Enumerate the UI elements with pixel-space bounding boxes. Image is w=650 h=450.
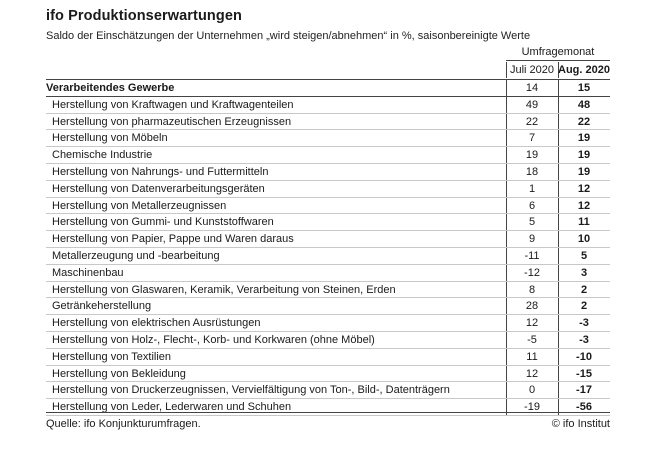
value-august: 3	[580, 266, 588, 279]
value-july: 7	[528, 132, 536, 145]
row-divider	[46, 415, 610, 416]
value-july: 19	[525, 149, 539, 162]
table-row	[46, 147, 610, 164]
value-august: 2	[580, 283, 588, 296]
table-row	[46, 248, 610, 265]
row-label: Herstellung von Metallerzeugnissen	[52, 199, 227, 212]
value-july: -19	[524, 401, 540, 414]
row-label: Herstellung von Leder, Lederwaren und Schuhen	[52, 401, 292, 414]
table-row	[46, 231, 610, 248]
value-july: -11	[524, 249, 540, 262]
value-august: 19	[577, 132, 591, 145]
value-august: -3	[579, 317, 589, 330]
value-july: 11	[526, 350, 538, 363]
source-note: Quelle: ifo Konjunkturumfragen.	[46, 418, 201, 430]
table-header-columns	[46, 62, 610, 78]
row-label: Metallerzeugung und -bearbeitung	[52, 249, 220, 262]
value-august: 22	[577, 115, 591, 128]
value-july: 18	[525, 165, 539, 178]
value-july: 12	[525, 317, 539, 330]
table-row	[46, 315, 610, 332]
table-row	[46, 198, 610, 215]
row-label: Herstellung von Druckerzeugnissen, Vervielfältigung von Ton-, Bild-, Datenträgern	[52, 384, 450, 397]
page-subtitle: Saldo der Einschätzungen der Unternehmen „wird steigen/abnehmen“ in %, saisonbereinigte Werte	[46, 30, 531, 42]
row-label: Chemische Industrie	[52, 149, 153, 162]
survey-month-header: Umfragemonat	[521, 46, 595, 58]
value-august: 15	[577, 82, 591, 94]
value-august: -3	[579, 333, 589, 346]
value-july: 9	[528, 233, 536, 246]
row-label: Herstellung von Papier, Pappe und Waren daraus	[52, 233, 294, 246]
value-august: 2	[580, 300, 588, 313]
table-row	[46, 214, 610, 231]
row-label: Herstellung von Kraftwagen und Kraftwagenteilen	[52, 98, 294, 111]
row-label: Herstellung von pharmazeutischen Erzeugnissen	[52, 115, 292, 128]
row-label: Herstellung von elektrischen Ausrüstungen	[52, 317, 261, 330]
bottom-rule	[46, 412, 610, 413]
value-july: 5	[528, 216, 536, 229]
row-label: Herstellung von Möbeln	[52, 132, 168, 145]
copyright-note: © ifo Institut	[551, 418, 610, 430]
value-july: 14	[525, 82, 539, 94]
table-row	[46, 114, 610, 131]
value-july: 12	[525, 367, 539, 380]
value-july: 49	[525, 98, 539, 111]
table-row	[46, 282, 610, 299]
value-august: 10	[577, 233, 591, 246]
table-row	[46, 332, 610, 349]
row-label: Verarbeitendes Gewerbe	[46, 82, 175, 94]
table-row	[46, 298, 610, 315]
column-header-august: Aug. 2020	[558, 64, 610, 76]
value-august: 19	[577, 149, 591, 162]
value-july: -5	[527, 333, 537, 346]
table-row	[46, 265, 610, 282]
value-august: -17	[576, 384, 592, 397]
value-july: 6	[528, 199, 536, 212]
value-august: 11	[578, 216, 590, 229]
value-august: -56	[576, 401, 592, 414]
row-label: Herstellung von Textilien	[52, 350, 172, 363]
table-row	[46, 366, 610, 383]
row-label: Herstellung von Holz-, Flecht-, Korb- und Korkwaren (ohne Möbel)	[52, 333, 375, 346]
row-label: Herstellung von Datenverarbeitungsgeräten	[52, 182, 265, 195]
value-august: 12	[577, 199, 591, 212]
value-july: 28	[525, 300, 539, 313]
table-row	[46, 399, 610, 416]
column-header-july: Juli 2020	[509, 64, 555, 76]
value-july: 22	[525, 115, 539, 128]
value-august: 48	[577, 98, 591, 111]
table-row	[46, 130, 610, 147]
table-row	[46, 181, 610, 198]
value-august: 12	[577, 182, 591, 195]
value-july: 8	[528, 283, 536, 296]
table-row	[46, 349, 610, 366]
value-august: 19	[577, 165, 591, 178]
table-row	[46, 382, 610, 399]
header-divider	[506, 60, 610, 61]
table-row	[46, 97, 610, 114]
value-july: -12	[524, 266, 540, 279]
row-label: Getränkeherstellung	[52, 300, 152, 313]
value-august: -10	[576, 350, 592, 363]
table-row	[46, 164, 610, 181]
row-label: Maschinenbau	[52, 266, 124, 279]
table-header-group	[46, 45, 610, 62]
value-july: 1	[528, 182, 536, 195]
row-label: Herstellung von Gummi- und Kunststoffwaren	[52, 216, 274, 229]
page-title: ifo Produktionserwartungen	[46, 8, 242, 24]
value-july: 0	[528, 384, 536, 397]
value-august: 5	[580, 249, 588, 262]
value-august: -15	[576, 367, 592, 380]
table-row-section	[46, 80, 610, 97]
row-label: Herstellung von Nahrungs- und Futtermitteln	[52, 165, 269, 178]
table-body	[46, 80, 610, 416]
row-label: Herstellung von Glaswaren, Keramik, Verarbeitung von Steinen, Erden	[52, 283, 396, 296]
row-label: Herstellung von Bekleidung	[52, 367, 186, 380]
